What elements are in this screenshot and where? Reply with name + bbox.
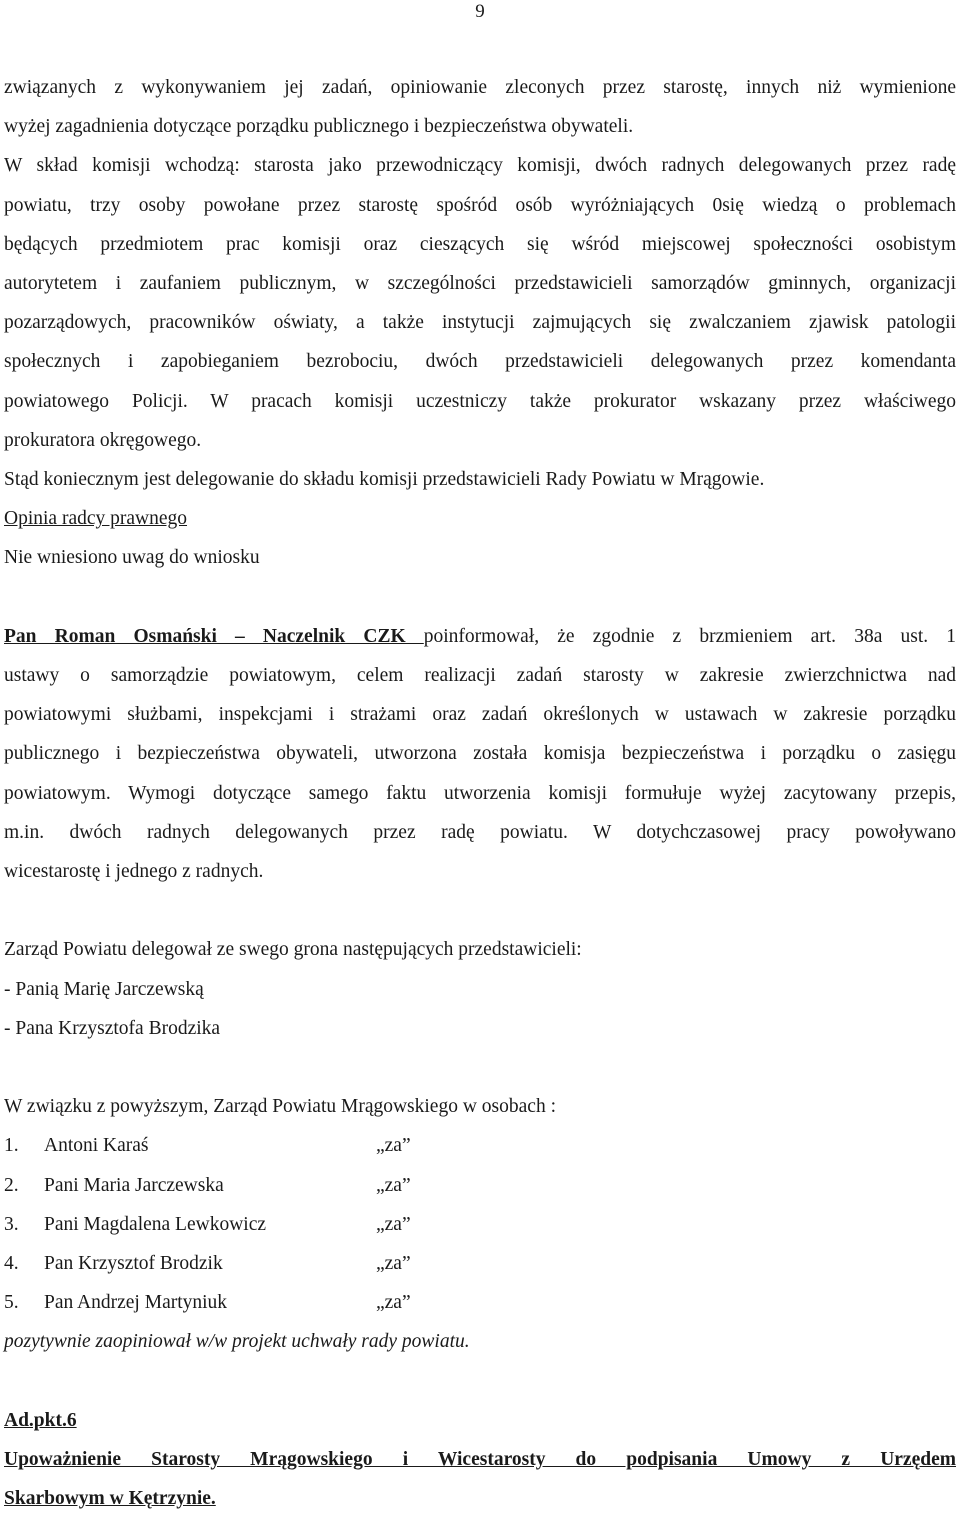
vote-row — [4, 1205, 956, 1244]
vote-number: 2. — [4, 1174, 19, 1196]
vote-value: „za” — [376, 1292, 411, 1314]
paragraph-line: związanych z wykonywaniem jej zadań, opiniowanie zleconych przez starostę, innych niż wymienione — [4, 77, 956, 98]
vote-row — [4, 1126, 956, 1165]
legal-opinion-heading: Opinia radcy prawnego — [4, 508, 188, 530]
vote-member: Pani Magdalena Lewkowicz — [44, 1213, 267, 1235]
delegate-item: - Panią Marię Jarczewską — [4, 978, 204, 1000]
paragraph-line: wicestarostę i jednego z radnych. — [4, 861, 264, 883]
vote-number: 1. — [4, 1135, 19, 1157]
agenda-title-line: Upoważnienie Starosty Mrągowskiego i Wicestarosty do podpisania Umowy z Urzędem — [4, 1449, 956, 1471]
paragraph-line: W skład komisji wchodzą: starosta jako przewodniczący komisji, dwóch radnych delegowanych przez radę — [4, 155, 956, 177]
paragraph-line: ustawy o samorządzie powiatowym, celem realizacji zadań starosty w zakresie zwierzchnictwa nad — [4, 665, 956, 687]
paragraph-line: będących przedmiotem prac komisji oraz cieszących się wśród miejscowej społeczności osobistym — [4, 233, 956, 255]
vote-row — [4, 1283, 956, 1322]
vote-number: 3. — [4, 1213, 19, 1235]
speaker-line — [4, 617, 956, 656]
paragraph-line: wyżej zagadnienia dotyczące porządku publicznego i bezpieczeństwa obywateli. — [4, 116, 634, 138]
paragraph-line: społecznych i zapobieganiem bezrobociu, dwóch przedstawicieli delegowanych przez komendanta — [4, 351, 956, 373]
vote-value: „za” — [376, 1135, 411, 1157]
spacer — [4, 1362, 956, 1401]
paragraph-line: powiatowymi służbami, inspekcjami i strażami oraz zadań określonych w ustawach w zakresie porządku — [4, 704, 956, 726]
vote-member: Pani Maria Jarczewska — [44, 1174, 224, 1196]
legal-opinion-text: Nie wniesiono uwag do wniosku — [4, 547, 260, 569]
paragraph-line: pozarządowych, pracowników oświaty, a także instytucji zajmujących się zwalczaniem zjawisk patologii — [4, 312, 956, 334]
delegate-item: - Pana Krzysztofa Brodzika — [4, 1017, 221, 1039]
vote-number: 5. — [4, 1292, 19, 1314]
spacer — [4, 891, 956, 930]
decision-text: pozytywnie zaopiniował w/w projekt uchwały rady powiatu. — [4, 1331, 470, 1353]
document-body — [4, 68, 956, 1518]
speaker-text: poinformował, że zgodnie z brzmieniem art. 38a ust. 1 — [423, 625, 956, 647]
paragraph-line: publicznego i bezpieczeństwa obywateli, utworzona została komisja bezpieczeństwa i porządku o zasięgu — [4, 743, 956, 765]
vote-row — [4, 1166, 956, 1205]
vote-value: „za” — [376, 1174, 411, 1196]
paragraph-line: prokuratora okręgowego. — [4, 429, 202, 451]
vote-intro: W związku z powyższym, Zarząd Powiatu Mrągowskiego w osobach : — [4, 1096, 556, 1118]
speaker-name: Pan Roman Osmański – Naczelnik CZK — [4, 625, 424, 647]
paragraph-line: powiatowego Policji. W pracach komisji uczestniczy także prokurator wskazany przez właściwego — [4, 390, 956, 412]
paragraph-line: powiatu, trzy osoby powołane przez starostę spośród osób wyróżniających 0się wiedzą o problemach — [4, 194, 956, 216]
vote-row — [4, 1244, 956, 1283]
vote-number: 4. — [4, 1253, 19, 1275]
paragraph-line: m.in. dwóch radnych delegowanych przez radę powiatu. W dotychczasowej pracy powoływano — [4, 821, 956, 843]
vote-value: „za” — [376, 1213, 411, 1235]
vote-value: „za” — [376, 1253, 411, 1275]
agenda-item-heading: Ad.pkt.6 — [4, 1409, 77, 1431]
paragraph-line: powiatowym. Wymogi dotyczące samego faktu utworzenia komisji formułuje wyżej zacytowany przepis, — [4, 782, 956, 804]
delegation-intro: Zarząd Powiatu delegował ze swego grona następujących przedstawicieli: — [4, 939, 582, 961]
paragraph-line: autorytetem i zaufaniem publicznym, w szczególności przedstawicieli samorządów gminnych, organizacji — [4, 273, 956, 295]
vote-member: Antoni Karaś — [44, 1135, 149, 1157]
spacer — [4, 578, 956, 617]
spacer — [4, 1048, 956, 1087]
conclusion-text: Stąd koniecznym jest delegowanie do składu komisji przedstawicieli Rady Powiatu w Mrągowie. — [4, 469, 765, 491]
page-number: 9 — [475, 1, 485, 22]
vote-member: Pan Krzysztof Brodzik — [44, 1253, 223, 1275]
vote-member: Pan Andrzej Martyniuk — [44, 1292, 228, 1314]
agenda-title-line: Skarbowym w Kętrzynie. — [4, 1488, 216, 1510]
